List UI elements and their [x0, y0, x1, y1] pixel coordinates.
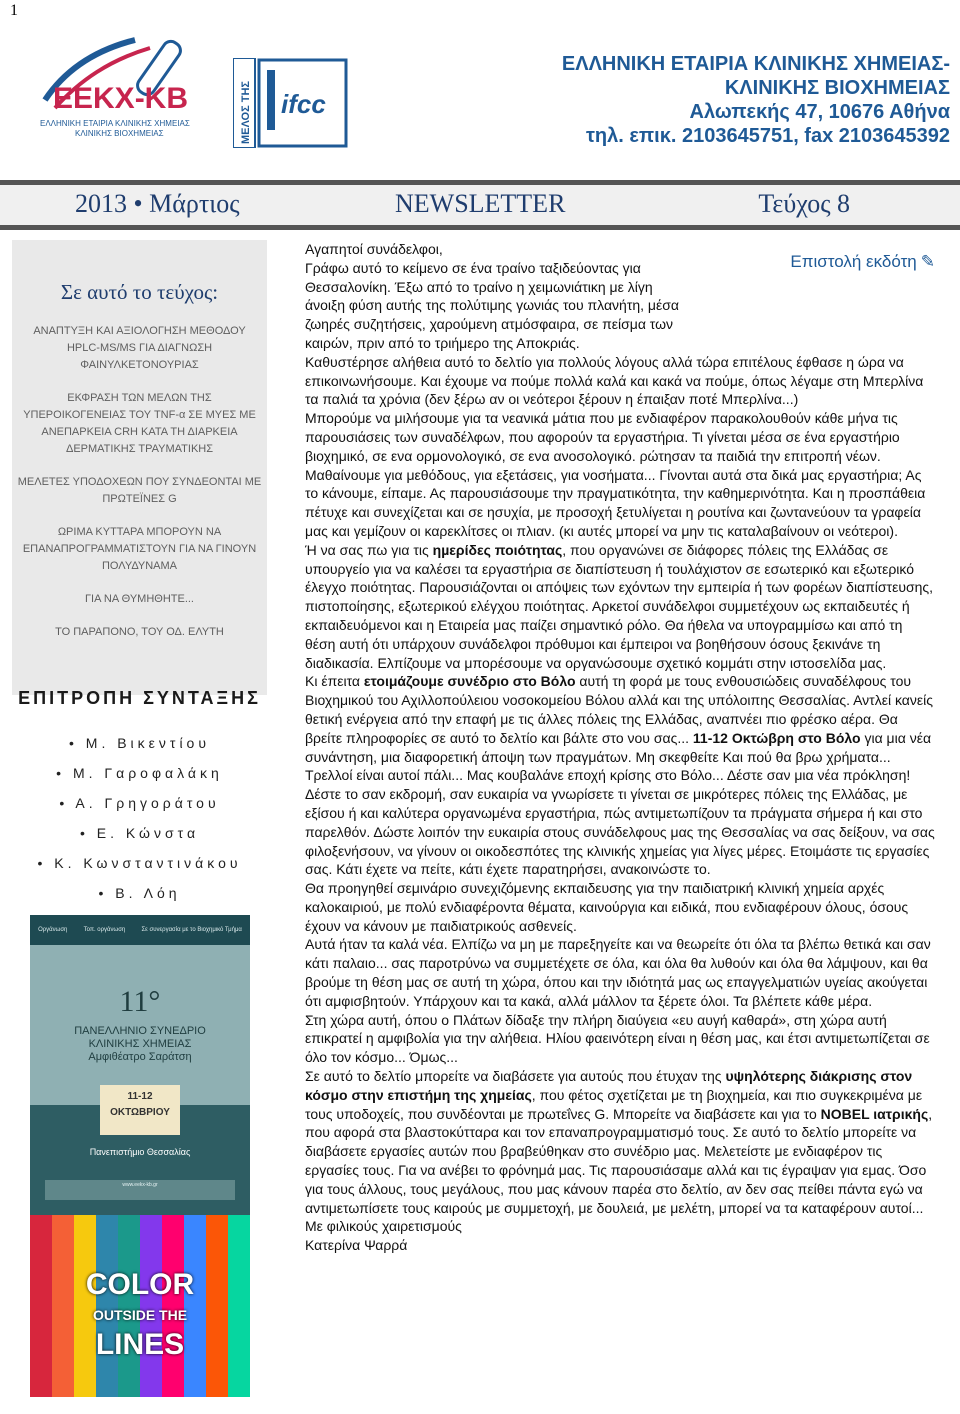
- poster-header: [30, 915, 250, 945]
- toc-item[interactable]: ΜΕΛΕΤΕΣ ΥΠΟΔΟΧΕΩΝ ΠΟΥ ΣΥΝΔΕΟΝΤΑΙ ΜΕ ΠΡΩΤΕΪΝΕΣ G: [17, 476, 262, 505]
- poster-header-partner: Σε συνεργασία με το Βιοχημικό Τμήμα: [141, 927, 242, 933]
- eekx-logo-text: ΕΕΚΧ-ΚΒ: [53, 82, 189, 115]
- poster-number: 11°: [119, 985, 161, 1018]
- eekx-logo-sub2: ΚΛΙΝΙΚΗΣ ΒΙΟΧΗΜΕΙΑΣ: [75, 129, 164, 138]
- committee-member: • Μ. Βικεντίου: [12, 728, 267, 758]
- poster-title: [30, 1025, 250, 1064]
- eekx-kb-logo: [25, 30, 225, 145]
- committee-title: ΕΠΙΤΡΟΠΗ ΣΥΝΤΑΞΗΣ: [18, 688, 261, 708]
- editorial-body: [305, 240, 935, 1255]
- issue-date: 2013 • Μάρτιος: [75, 189, 240, 218]
- organization-header: [390, 52, 950, 148]
- nobel-chem-highlight: υψηλότερης διάκρισης στον κόσμο στην επιστήμη της χημείας: [305, 1068, 913, 1103]
- pencil-icon: ✎: [920, 252, 935, 271]
- toc-item[interactable]: ΤΟ ΠΑΡΑΠΟΝΟ, ΤΟΥ ΟΔ. ΕΛΥΤΗ: [55, 626, 224, 638]
- paragraph: Αυτά ήταν τα καλά νέα. Ελπίζω να μη με παρεξηγείτε και να θεωρείτε ότι όλα τα βλέπω θετικά και σαν κάτι παλαιο... σας παροτρύνω να συμμετέχετε σε όλα, και όλα θα λυθούν και όλα θα λάμψουν, και θα βρούμε τη θέση μας σε αυτή τη χώρα, όπου και την ιδιότητά μας ως επαγγελματιών υγείας ακούγεται ότι αμφισβητούν. Υπάρχουν και τα κακά, αλλά μάλλον τα ξέρετε όλοι. Τα βλέπετε κάθε μέρα.: [305, 936, 931, 1009]
- nobel-med-highlight: NOBEL ιατρικής: [820, 1105, 929, 1122]
- congress-poster: [30, 915, 250, 1397]
- org-name-line1: ΕΛΛΗΝΙΚΗ ΕΤΑΙΡΙΑ ΚΛΙΝΙΚΗΣ ΧΗΜΕΙΑΣ-: [561, 53, 950, 75]
- slogan-line3: LINES: [95, 1328, 185, 1361]
- poster-header-local: Τοπ. οργάνωση: [83, 927, 126, 933]
- paragraph: Ή να σας πω για τις ηµερίδες ποιότητας, που οργανώνει σε διάφορες πόλεις της Ελλάδας σε υπουργείο για να καλέσει τα εργαστήρια σε διαπίστευση ή τουλάχιστον σε εσωτερικό και εξωτερικό έλεγχο ποιότητας. Παρουσιάζονται οι απόψεις των εχόντων την εμπειρία ή των φορέων διαπίστευσης, πιστοποίησης, εξωτερικού ελέγχου ποιότητας. Αρκετοί συνάδελφοι συμμετέχουν ως εκπαιδευτές ή εκπαιδευόμενοι και η Εταιρεία μας παίζει σημαντικό ρόλο. Θα ήθελα να υπογραμμίσω και από τη θέση αυτή ότι υπάρχουν συνάδελφοι πρόθυμοι και έμπειροι να βοηθήσουν όσους ξεκινάνε τη διαδικασία. Ελπίζουμε να μπορέσουμε να οργανώσουμε σχετικό κομμάτι στην ιστοσελίδα μας.: [305, 541, 934, 671]
- poster-title-line1: ΠΑΝΕΛΛΗΝΙΟ ΣΥΝΕΔΡΙΟ: [74, 1025, 206, 1037]
- committee-list: [12, 728, 267, 908]
- quality-days-highlight: ηµερίδες ποιότητας: [432, 541, 563, 558]
- table-of-contents: [12, 240, 267, 695]
- editorial-title-text: Επιστολή εκδότη: [790, 252, 917, 271]
- slogan-line1: COLOR: [85, 1268, 195, 1301]
- paragraph: Κι έπειτα ετοιμάζουμε συνέδριο στο Βόλο αυτή τη φορά με τους ενθουσιώδεις συναδέλφους του Βιοχημικού του Αχιλλοπούλειου νοσοκομείου Βόλου αλλά και της υπόλοιπης Θεσσαλίας. Αντλεί κανείς θετική ενέργεια από την επαφή με τις άλλες πόλεις της Ελλάδας, αναπνέει πιο φρέσκο αέρα. Θα βρείτε πληροφορίες σε αυτό το δελτίο και βάλτε στο νου σας... 11-12 Οκτώβρη στο Βόλο για μια νέα συνάντηση, μια διαφορετική άποψη των πραγμάτων. Μη σκεφθείτε Και πού θα βρω χρήματα... Τρελλοί είναι αυτοί πάλι... Μας κουβαλάνε εποχή κρίσης στο Βόλο... Δέστε σαν μια νέα πρόκληση! Δέστε το σαν εκδρομή, σαν ευκαιρία να γνωρίσετε τι γίνεται σε μικρότερες πόλεις της Ελλάδας, με εξίσου ή και καλύτερα οργανωμένα εργαστήρια, πώς αντιμετωπίζουν τα πράγματα σήμερα ή και στο παρελθόν. Δώστε λοιπόν την ευκαιρία στους συνάδελφους μας της Θεσσαλίας να σας δείξουν, να σας φιλοξενήσουν, να γίνουν οι οικοδεσπότες της κλινικής χημείας για λίγες μέρες. Ετοιμάστε τις εργασίες σας. Κάτι έχετε να πείτε, κάτι έχετε παρατηρήσει, ανακοινώστε το.: [305, 673, 935, 878]
- committee-member: • Β. Λόη: [12, 878, 267, 908]
- org-phone: τηλ. επικ. 2103645751, fax 2103645392: [585, 125, 950, 147]
- poster-slogan: [30, 1270, 250, 1360]
- committee-member: • Κ. Κωνσταντινάκου: [12, 848, 267, 878]
- paragraph: Στη χώρα αυτή, όπου ο Πλάτων δίδαξε την πλήρη διαύγεια «ευ αυγή καθαρά», στη χώρα αυτή επικρατεί η αμφιβολία για την αλήθεια. Ηλίου φαεινότερη είναι η θέση μας, και έτσι αντιμετωπίζεται σε όλο τον κόσμο... Όμως...: [305, 1011, 930, 1066]
- paragraph: Γράφω αυτό το κείμενο σε ένα τραίνο ταξιδεύοντας για Θεσσαλονίκη. Έξω από το τραίνο η χειμωνιάτικη με λίγη άνοιξη φύση αυτής της πολύτιμης γωνιάς του πλανήτη, μέσα ζωηρές συζητήσεις, χαρούμενη ατμόσφαιρα, σε πείσμα των καιρών, πριν από το τριήμερο της Αποκριάς.: [305, 259, 679, 351]
- org-name-line2: ΚΛΙΝΙΚΗΣ ΒΙΟΧΗΜΕΙΑΣ: [724, 77, 950, 99]
- poster-place: Πανεπιστήμιο Θεσσαλίας: [89, 1147, 191, 1157]
- member-label: ΜΕΛΟΣ ΤΗΣ: [240, 80, 252, 144]
- org-address: Αλωπεκής 47, 10676 Αθήνα: [689, 101, 950, 123]
- paragraph: Θα προηγηθεί σεμινάριο συνεχιζόμενης εκπαιδευσης για την παιδιατρική κλινική χημεία αρχές καλοκαιριού, με πολύ ενδιαφέροντα θέματα, καινούργια και ειδικά, που ενδιαφέρουν όλους, όσους έχουν να κάνουν με παιδιατρικούς ασθενείς.: [305, 880, 909, 934]
- ifcc-logo-text: ifcc: [281, 89, 326, 119]
- greeting: Αγαπητοί συνάδελφοι,: [305, 241, 443, 257]
- toc-item[interactable]: ΩΡΙΜΑ ΚΥΤΤΑΡΑ ΜΠΟΡΟΥΝ ΝΑ ΕΠΑΝΑΠΡΟΓΡΑΜΜΑΤΙΣΤΟΥΝ ΓΙΑ ΝΑ ΓΙΝΟΥΝ ΠΟΛΥΔΥΝΑΜΑ: [22, 526, 257, 572]
- ifcc-member-logo: [233, 58, 348, 148]
- poster-date-box: [100, 1085, 180, 1135]
- toc-item[interactable]: ΕΚΦΡΑΣΗ ΤΩΝ ΜΕΛΩΝ ΤΗΣ ΥΠΕΡΟΙΚΟΓΕΝΕΙΑΣ ΤΟΥ TNF-α ΣΕ ΜΥΕΣ ΜΕ ΑΝΕΠΑΡΚΕΙΑ CRH ΚΑΤΑ ΤΗ ΔΙΑΡΚΕΙΑ ΔΕΡΜΑΤΙΚΗΣ ΤΡΑΥΜΑΤΙΚΗΣ: [23, 392, 256, 455]
- page-number: 1: [10, 2, 18, 19]
- eekx-logo-sub1: ΕΛΛΗΝΙΚΗ ΕΤΑΙΡΙΑ ΚΛΙΝΙΚΗΣ ΧΗΜΕΙΑΣ: [40, 119, 190, 128]
- slogan-line2: OUTSIDE THE: [92, 1307, 188, 1323]
- signature: Κατερίνα Ψαρρά: [305, 1237, 408, 1254]
- newsletter-banner: [0, 180, 960, 230]
- paragraph: Καθυστέρησε αλήθεια αυτό το δελτίο για πολλούς λόγους αλλά τώρα επιτέλους έφθασε η ώρα να επικοινωνήσουμε. Και έχουμε να πούμε πολλά καλά και κακά να πούμε, όπως λέγαμε στη Μπερλίνα τα παλιά τα χρόνια (δεν ξέρω αν οι νεότεροι ξέρουν η έπαιξαν ποτέ Μπερλίνα...): [305, 353, 924, 408]
- poster-month: ΟΚΤΩΒΡΙΟΥ: [110, 1107, 170, 1118]
- paragraph: Σε αυτό το δελτίο μπορείτε να διαβάσετε για αυτούς που έτυχαν της υψηλότερης διάκρισης στον κόσμο στην επιστήμη της χημείας, που φέτος σχετίζεται με τη βιοχημεία, και πιο συγκεκριμένα με τους υποδοχείς, που συνδέονται με πρωτεΐνες G. Μπορείτε να διαβάσετε και για το NOBEL ιατρικής, που αφορά στα βλαστοκύτταρα και τον επαναπρογραμματισμό τους. Σε αυτό το δελτίο μπορείτε να διαβάσετε εργασίες αυτών που βραβεύθηκαν στο συνέδριο μας. Μελετείστε με ενδιαφέρον τις εργασίες τους. Για να ανέβει το φρόνημά μας. Τις παρουσιάσαμε αλλά και τις έγραψαν για εμας. Όσο για τους άλλους, τους μεγάλους, που μας κάνουν παρέα στο δελτίο, αν δεν σας πείθει πάντα εγώ να αντιμετωπίσετε τους καιρούς με συμμετοχή, με δουλειά, με μελέτη, μπορεί να τα καταφέρουν αυτοί...: [305, 1068, 933, 1216]
- closing: Με φιλικούς χαιρετισμούς: [305, 1218, 462, 1235]
- toc-title: Σε αυτό το τεύχος:: [60, 280, 219, 304]
- toc-item[interactable]: ΑΝΑΠΤΥΞΗ ΚΑΙ ΑΞΙΟΛΟΓΗΣΗ ΜΕΘΟΔΟΥ HPLC-MS/MS ΓΙΑ ΔΙΑΓΝΩΣΗ ΦΑΙΝΥΛΚΕΤΟΝΟΥΡΙΑΣ: [33, 325, 246, 371]
- congress-highlight: ετοιμάζουμε συνέδριο στο Βόλο: [363, 673, 576, 690]
- congress-date-highlight: 11-12 Οκτώβρη στο Βόλο: [692, 729, 861, 746]
- poster-footer: www.eekx-kb.gr: [45, 1180, 235, 1200]
- toc-item[interactable]: ΓΙΑ ΝΑ ΘΥΜΗΘΗΤΕ...: [84, 593, 194, 605]
- poster-dates: 11-12: [127, 1091, 153, 1102]
- committee-member: • Μ. Γαροφαλάκη: [12, 758, 267, 788]
- issue-number: Τεύχος 8: [758, 189, 850, 218]
- committee-member: • Ε. Κώνστα: [12, 818, 267, 848]
- poster-header-organizer: Οργάνωση: [38, 927, 68, 933]
- newsletter-title: NEWSLETTER: [395, 189, 566, 218]
- committee-member: • Α. Γρηγοράτου: [12, 788, 267, 818]
- paragraph: Μπορούμε να μιλήσουμε για τα νεανικά μάτια που με ενδιαφέρον παρακολουθούν κάθε μήνα τις παρουσιάσεις των συναδέλφων, που αφορούν τα εργαστήρια. Τι γίνεται μέσα σε ένα εργαστήριο βιοχημικό, σε ενα ορμονολογικό, σε ενα ανοσολογικό. ρώτησαν τα παιδιά την επιτροπή νέων. Μαθαίνουμε για μεθόδους, για εξετάσεις, για νοσήματα... Γίνονται αυτά στα δικά μας εργαστήρια; Ας το κάνουμε, είπαμε. Ας παρουσιάσουμε την πραγματικότητα, την καθημερινότητα. Και η προσπάθεια πέτυχε και συνεχίζεται και σε ησυχία, με προσοχή ξετυλίγεται η ρουτίνα και ζωντανεύουν τα γραφεία μας και γεμίζουν οι καρεκλίτσες οι πλιαν. (κι αυτές μπορεί να μην τις καταλαβαίνουν οι νεότεροι).: [305, 410, 926, 539]
- poster-venue: Αμφιθέατρο Σαράτση: [88, 1051, 192, 1063]
- poster-title-line2: ΚΛΙΝΙΚΗΣ ΧΗΜΕΙΑΣ: [88, 1038, 192, 1050]
